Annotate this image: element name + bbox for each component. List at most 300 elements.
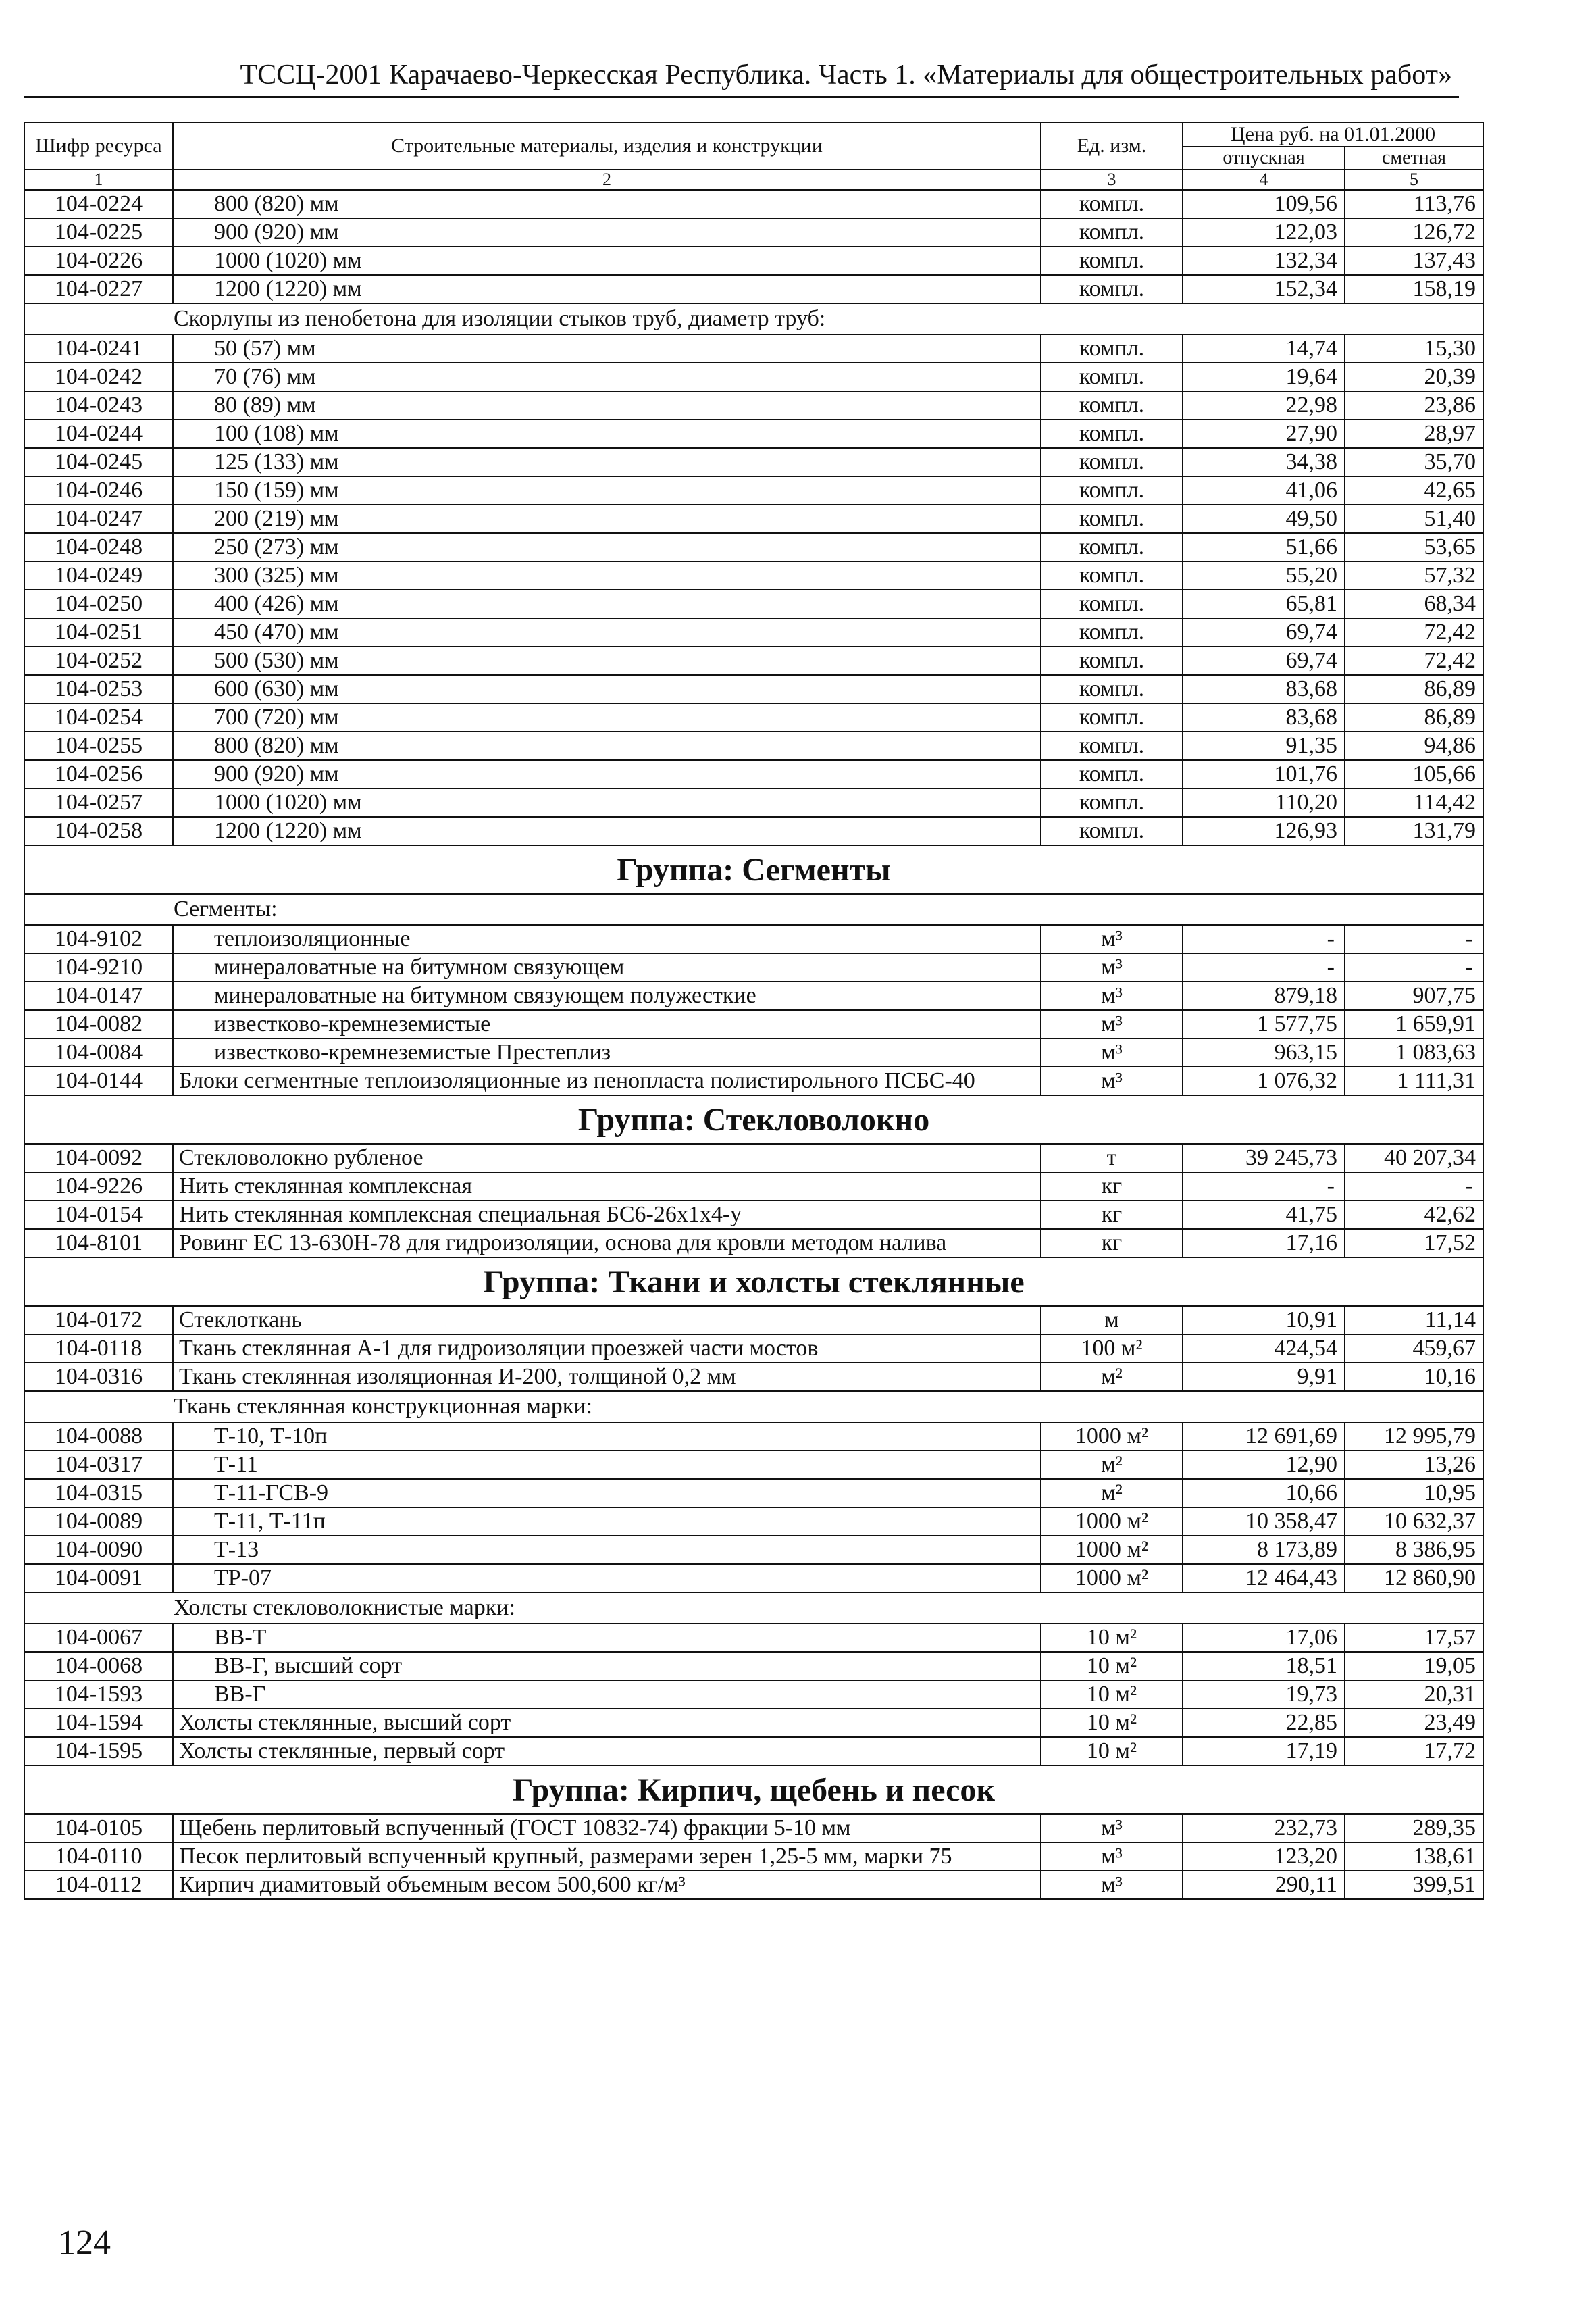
column-number: 5 xyxy=(1345,170,1483,190)
material-name: 800 (820) мм xyxy=(173,732,1041,760)
unit-cell: м xyxy=(1041,1306,1183,1334)
release-price: 12 464,43 xyxy=(1183,1564,1345,1592)
release-price: 19,64 xyxy=(1183,363,1345,391)
material-name: 300 (325) мм xyxy=(173,561,1041,590)
section-subtitle: Сегменты: xyxy=(24,894,1483,925)
estimate-price: 17,72 xyxy=(1345,1737,1483,1765)
material-name: Кирпич диамитовый объемным весом 500,600 кг/м³ xyxy=(173,1871,1041,1899)
material-name: 500 (530) мм xyxy=(173,647,1041,675)
unit-cell: компл. xyxy=(1041,190,1183,218)
estimate-price: 10 632,37 xyxy=(1345,1507,1483,1536)
table-row xyxy=(24,247,1483,275)
unit-cell: м³ xyxy=(1041,1038,1183,1067)
material-name: 100 (108) мм xyxy=(173,420,1041,448)
material-name: минераловатные на битумном связующем xyxy=(173,953,1041,982)
table-row xyxy=(24,1451,1483,1479)
release-price: 424,54 xyxy=(1183,1334,1345,1363)
resource-code: 104-0088 xyxy=(24,1422,173,1451)
estimate-price: 113,76 xyxy=(1345,190,1483,218)
table-row xyxy=(24,1842,1483,1871)
table-row xyxy=(24,533,1483,561)
unit-cell: компл. xyxy=(1041,703,1183,732)
estimate-price: 72,42 xyxy=(1345,618,1483,647)
resource-code: 104-0242 xyxy=(24,363,173,391)
release-price: 109,56 xyxy=(1183,190,1345,218)
release-price: 41,06 xyxy=(1183,476,1345,505)
release-price: 1 076,32 xyxy=(1183,1067,1345,1095)
table-row xyxy=(24,190,1483,218)
resource-code: 104-1593 xyxy=(24,1680,173,1709)
resource-code: 104-0251 xyxy=(24,618,173,647)
unit-cell: 1000 м² xyxy=(1041,1422,1183,1451)
estimate-price: 72,42 xyxy=(1345,647,1483,675)
resource-code: 104-0091 xyxy=(24,1564,173,1592)
material-name: Стеклоткань xyxy=(173,1306,1041,1334)
unit-cell: м³ xyxy=(1041,982,1183,1010)
release-price: 10,66 xyxy=(1183,1479,1345,1507)
release-price: 290,11 xyxy=(1183,1871,1345,1899)
material-name: Нить стеклянная комплексная специальная БС6-26х1х4-у xyxy=(173,1201,1041,1229)
group-title: Группа: Ткани и холсты стеклянные xyxy=(24,1257,1483,1306)
release-price: 27,90 xyxy=(1183,420,1345,448)
resource-code: 104-0144 xyxy=(24,1067,173,1095)
release-price: 22,98 xyxy=(1183,391,1345,420)
material-name: Песок перлитовый вспученный крупный, размерами зерен 1,25-5 мм, марки 75 xyxy=(173,1842,1041,1871)
estimate-price: 13,26 xyxy=(1345,1451,1483,1479)
resource-code: 104-0315 xyxy=(24,1479,173,1507)
header-estimate: сметная xyxy=(1345,147,1483,170)
table-row xyxy=(24,420,1483,448)
material-name: 200 (219) мм xyxy=(173,505,1041,533)
release-price: 55,20 xyxy=(1183,561,1345,590)
table-row xyxy=(24,1624,1483,1652)
header-price: Цена руб. на 01.01.2000 xyxy=(1183,122,1483,147)
estimate-price: 1 659,91 xyxy=(1345,1010,1483,1038)
table-row xyxy=(24,1067,1483,1095)
material-name: Ткань стеклянная А-1 для гидроизоляции проезжей части мостов xyxy=(173,1334,1041,1363)
unit-cell: компл. xyxy=(1041,420,1183,448)
section-subtitle: Ткань стеклянная конструкционная марки: xyxy=(24,1391,1483,1422)
table-row xyxy=(24,1507,1483,1536)
resource-code: 104-0252 xyxy=(24,647,173,675)
estimate-price: 20,39 xyxy=(1345,363,1483,391)
group-title: Группа: Сегменты xyxy=(24,845,1483,894)
material-name: Т-10, Т-10п xyxy=(173,1422,1041,1451)
unit-cell: компл. xyxy=(1041,247,1183,275)
unit-cell: компл. xyxy=(1041,732,1183,760)
resource-code: 104-0089 xyxy=(24,1507,173,1536)
estimate-price: 10,16 xyxy=(1345,1363,1483,1391)
estimate-price: 12 860,90 xyxy=(1345,1564,1483,1592)
table-row xyxy=(24,448,1483,476)
resource-code: 104-0244 xyxy=(24,420,173,448)
unit-cell: кг xyxy=(1041,1201,1183,1229)
header-rule xyxy=(24,96,1459,98)
table-row xyxy=(24,275,1483,303)
estimate-price: 289,35 xyxy=(1345,1814,1483,1842)
material-name: ВВ-Т xyxy=(173,1624,1041,1652)
table-row xyxy=(24,1422,1483,1451)
unit-cell: кг xyxy=(1041,1229,1183,1257)
unit-cell: м³ xyxy=(1041,1871,1183,1899)
group-row xyxy=(24,1095,1483,1144)
table-body xyxy=(24,190,1483,1899)
resource-code: 104-0110 xyxy=(24,1842,173,1871)
resource-code: 104-0084 xyxy=(24,1038,173,1067)
subtitle-row xyxy=(24,303,1483,334)
unit-cell: 10 м² xyxy=(1041,1624,1183,1652)
resource-code: 104-0225 xyxy=(24,218,173,247)
unit-cell: 1000 м² xyxy=(1041,1507,1183,1536)
table-row xyxy=(24,1201,1483,1229)
material-name: 400 (426) мм xyxy=(173,590,1041,618)
column-number: 1 xyxy=(24,170,173,190)
resource-code: 104-0227 xyxy=(24,275,173,303)
resource-code: 104-0224 xyxy=(24,190,173,218)
estimate-price: 158,19 xyxy=(1345,275,1483,303)
unit-cell: 1000 м² xyxy=(1041,1536,1183,1564)
unit-cell: м³ xyxy=(1041,925,1183,953)
resource-code: 104-0112 xyxy=(24,1871,173,1899)
table-row xyxy=(24,1038,1483,1067)
release-price: 122,03 xyxy=(1183,218,1345,247)
material-name: ТР-07 xyxy=(173,1564,1041,1592)
unit-cell: компл. xyxy=(1041,760,1183,788)
release-price: - xyxy=(1183,925,1345,953)
resource-code: 104-0258 xyxy=(24,817,173,845)
unit-cell: м³ xyxy=(1041,953,1183,982)
release-price: 8 173,89 xyxy=(1183,1536,1345,1564)
release-price: 9,91 xyxy=(1183,1363,1345,1391)
estimate-price: 8 386,95 xyxy=(1345,1536,1483,1564)
resource-code: 104-0147 xyxy=(24,982,173,1010)
estimate-price: 126,72 xyxy=(1345,218,1483,247)
material-name: 70 (76) мм xyxy=(173,363,1041,391)
material-name: 1200 (1220) мм xyxy=(173,275,1041,303)
table-row xyxy=(24,647,1483,675)
unit-cell: компл. xyxy=(1041,817,1183,845)
table-row xyxy=(24,218,1483,247)
material-name: Стекловолокно рубленое xyxy=(173,1144,1041,1172)
material-name: Т-11 xyxy=(173,1451,1041,1479)
unit-cell: м² xyxy=(1041,1363,1183,1391)
group-title: Группа: Стекловолокно xyxy=(24,1095,1483,1144)
estimate-price: 23,86 xyxy=(1345,391,1483,420)
estimate-price: 1 083,63 xyxy=(1345,1038,1483,1067)
unit-cell: 10 м² xyxy=(1041,1680,1183,1709)
release-price: 51,66 xyxy=(1183,533,1345,561)
resource-code: 104-0253 xyxy=(24,675,173,703)
release-price: 152,34 xyxy=(1183,275,1345,303)
group-row xyxy=(24,1765,1483,1814)
release-price: 963,15 xyxy=(1183,1038,1345,1067)
table-row xyxy=(24,925,1483,953)
estimate-price: 907,75 xyxy=(1345,982,1483,1010)
unit-cell: компл. xyxy=(1041,363,1183,391)
resource-code: 104-0154 xyxy=(24,1201,173,1229)
resource-code: 104-9226 xyxy=(24,1172,173,1201)
material-name: 150 (159) мм xyxy=(173,476,1041,505)
release-price: 69,74 xyxy=(1183,647,1345,675)
estimate-price: 459,67 xyxy=(1345,1334,1483,1363)
unit-cell: компл. xyxy=(1041,448,1183,476)
resource-code: 104-0226 xyxy=(24,247,173,275)
material-name: 50 (57) мм xyxy=(173,334,1041,363)
release-price: 14,74 xyxy=(1183,334,1345,363)
release-price: 12 691,69 xyxy=(1183,1422,1345,1451)
release-price: 123,20 xyxy=(1183,1842,1345,1871)
table-row xyxy=(24,1737,1483,1765)
unit-cell: 10 м² xyxy=(1041,1709,1183,1737)
group-row xyxy=(24,845,1483,894)
table-row xyxy=(24,1709,1483,1737)
price-table xyxy=(24,122,1484,1900)
resource-code: 104-0316 xyxy=(24,1363,173,1391)
resource-code: 104-0249 xyxy=(24,561,173,590)
unit-cell: м³ xyxy=(1041,1814,1183,1842)
material-name: 1200 (1220) мм xyxy=(173,817,1041,845)
table-row xyxy=(24,363,1483,391)
estimate-price: 131,79 xyxy=(1345,817,1483,845)
table-row xyxy=(24,1814,1483,1842)
material-name: Ткань стеклянная изоляционная И-200, толщиной 0,2 мм xyxy=(173,1363,1041,1391)
material-name: Ровинг ЕС 13-630Н-78 для гидроизоляции, основа для кровли методом налива xyxy=(173,1229,1041,1257)
release-price: - xyxy=(1183,953,1345,982)
estimate-price: 17,57 xyxy=(1345,1624,1483,1652)
estimate-price: 399,51 xyxy=(1345,1871,1483,1899)
release-price: 69,74 xyxy=(1183,618,1345,647)
table-row xyxy=(24,618,1483,647)
material-name: известково-кремнеземистые xyxy=(173,1010,1041,1038)
release-price: 19,73 xyxy=(1183,1680,1345,1709)
estimate-price: 28,97 xyxy=(1345,420,1483,448)
header-unit: Ед. изм. xyxy=(1041,122,1183,170)
column-number: 3 xyxy=(1041,170,1183,190)
table-row xyxy=(24,1680,1483,1709)
table-row xyxy=(24,1172,1483,1201)
estimate-price: - xyxy=(1345,953,1483,982)
unit-cell: компл. xyxy=(1041,675,1183,703)
estimate-price: 19,05 xyxy=(1345,1652,1483,1680)
table-row xyxy=(24,788,1483,817)
estimate-price: 86,89 xyxy=(1345,703,1483,732)
resource-code: 104-0256 xyxy=(24,760,173,788)
material-name: минераловатные на битумном связующем полужесткие xyxy=(173,982,1041,1010)
release-price: 10,91 xyxy=(1183,1306,1345,1334)
resource-code: 104-0068 xyxy=(24,1652,173,1680)
unit-cell: компл. xyxy=(1041,391,1183,420)
material-name: 600 (630) мм xyxy=(173,675,1041,703)
resource-code: 104-0172 xyxy=(24,1306,173,1334)
table-row xyxy=(24,391,1483,420)
release-price: 1 577,75 xyxy=(1183,1010,1345,1038)
material-name: ВВ-Г xyxy=(173,1680,1041,1709)
resource-code: 104-0247 xyxy=(24,505,173,533)
material-name: известково-кремнеземистые Престеплиз xyxy=(173,1038,1041,1067)
estimate-price: 114,42 xyxy=(1345,788,1483,817)
resource-code: 104-0254 xyxy=(24,703,173,732)
table-row xyxy=(24,1144,1483,1172)
material-name: 125 (133) мм xyxy=(173,448,1041,476)
column-number: 4 xyxy=(1183,170,1345,190)
resource-code: 104-0105 xyxy=(24,1814,173,1842)
material-name: Блоки сегментные теплоизоляционные из пенопласта полистирольного ПСБС-40 xyxy=(173,1067,1041,1095)
material-name: Т-13 xyxy=(173,1536,1041,1564)
estimate-price: 20,31 xyxy=(1345,1680,1483,1709)
estimate-price: 42,62 xyxy=(1345,1201,1483,1229)
unit-cell: компл. xyxy=(1041,218,1183,247)
resource-code: 104-1595 xyxy=(24,1737,173,1765)
release-price: 65,81 xyxy=(1183,590,1345,618)
unit-cell: м³ xyxy=(1041,1010,1183,1038)
material-name: Нить стеклянная комплексная xyxy=(173,1172,1041,1201)
estimate-price: - xyxy=(1345,925,1483,953)
unit-cell: м³ xyxy=(1041,1067,1183,1095)
table-row xyxy=(24,732,1483,760)
group-title: Группа: Кирпич, щебень и песок xyxy=(24,1765,1483,1814)
table-row xyxy=(24,561,1483,590)
resource-code: 104-0317 xyxy=(24,1451,173,1479)
table-row xyxy=(24,953,1483,982)
table-row xyxy=(24,505,1483,533)
unit-cell: 1000 м² xyxy=(1041,1564,1183,1592)
unit-cell: м² xyxy=(1041,1479,1183,1507)
page-header: ТССЦ-2001 Карачаево-Черкесская Республика. Часть 1. «Материалы для общестроительных работ» xyxy=(240,59,1452,91)
unit-cell: т xyxy=(1041,1144,1183,1172)
resource-code: 104-0250 xyxy=(24,590,173,618)
release-price: 132,34 xyxy=(1183,247,1345,275)
table-row xyxy=(24,1479,1483,1507)
group-row xyxy=(24,1257,1483,1306)
estimate-price: 94,86 xyxy=(1345,732,1483,760)
resource-code: 104-0245 xyxy=(24,448,173,476)
resource-code: 104-0082 xyxy=(24,1010,173,1038)
unit-cell: компл. xyxy=(1041,561,1183,590)
subtitle-row xyxy=(24,1391,1483,1422)
table-row xyxy=(24,1564,1483,1592)
release-price: 83,68 xyxy=(1183,675,1345,703)
estimate-price: 51,40 xyxy=(1345,505,1483,533)
header-name: Строительные материалы, изделия и конструкции xyxy=(173,122,1041,170)
table-row xyxy=(24,817,1483,845)
page-number: 124 xyxy=(58,2223,111,2262)
material-name: ВВ-Г, высший сорт xyxy=(173,1652,1041,1680)
estimate-price: 53,65 xyxy=(1345,533,1483,561)
estimate-price: 1 111,31 xyxy=(1345,1067,1483,1095)
resource-code: 104-0241 xyxy=(24,334,173,363)
unit-cell: компл. xyxy=(1041,505,1183,533)
estimate-price: 15,30 xyxy=(1345,334,1483,363)
release-price: 232,73 xyxy=(1183,1814,1345,1842)
material-name: Холсты стеклянные, высший сорт xyxy=(173,1709,1041,1737)
estimate-price: 12 995,79 xyxy=(1345,1422,1483,1451)
material-name: 900 (920) мм xyxy=(173,760,1041,788)
estimate-price: 40 207,34 xyxy=(1345,1144,1483,1172)
unit-cell: компл. xyxy=(1041,476,1183,505)
resource-code: 104-0092 xyxy=(24,1144,173,1172)
estimate-price: 105,66 xyxy=(1345,760,1483,788)
release-price: 101,76 xyxy=(1183,760,1345,788)
table-row xyxy=(24,1536,1483,1564)
release-price: - xyxy=(1183,1172,1345,1201)
unit-cell: м² xyxy=(1041,1451,1183,1479)
material-name: теплоизоляционные xyxy=(173,925,1041,953)
estimate-price: 57,32 xyxy=(1345,561,1483,590)
release-price: 110,20 xyxy=(1183,788,1345,817)
column-number: 2 xyxy=(173,170,1041,190)
resource-code: 104-0243 xyxy=(24,391,173,420)
release-price: 91,35 xyxy=(1183,732,1345,760)
resource-code: 104-0255 xyxy=(24,732,173,760)
section-subtitle: Скорлупы из пенобетона для изоляции стыков труб, диаметр труб: xyxy=(24,303,1483,334)
resource-code: 104-0248 xyxy=(24,533,173,561)
release-price: 39 245,73 xyxy=(1183,1144,1345,1172)
estimate-price: 23,49 xyxy=(1345,1709,1483,1737)
estimate-price: 138,61 xyxy=(1345,1842,1483,1871)
section-subtitle: Холсты стекловолокнистые марки: xyxy=(24,1592,1483,1624)
resource-code: 104-0067 xyxy=(24,1624,173,1652)
table-row xyxy=(24,1306,1483,1334)
release-price: 17,16 xyxy=(1183,1229,1345,1257)
table-row xyxy=(24,476,1483,505)
release-price: 17,19 xyxy=(1183,1737,1345,1765)
unit-cell: кг xyxy=(1041,1172,1183,1201)
release-price: 49,50 xyxy=(1183,505,1345,533)
material-name: 450 (470) мм xyxy=(173,618,1041,647)
estimate-price: - xyxy=(1345,1172,1483,1201)
table-row xyxy=(24,1229,1483,1257)
unit-cell: компл. xyxy=(1041,647,1183,675)
unit-cell: компл. xyxy=(1041,275,1183,303)
table-row xyxy=(24,1871,1483,1899)
unit-cell: компл. xyxy=(1041,334,1183,363)
unit-cell: компл. xyxy=(1041,618,1183,647)
estimate-price: 17,52 xyxy=(1345,1229,1483,1257)
header-code: Шифр ресурса xyxy=(24,122,173,170)
table-row xyxy=(24,1363,1483,1391)
resource-code: 104-0090 xyxy=(24,1536,173,1564)
estimate-price: 86,89 xyxy=(1345,675,1483,703)
estimate-price: 11,14 xyxy=(1345,1306,1483,1334)
release-price: 18,51 xyxy=(1183,1652,1345,1680)
table-row xyxy=(24,1334,1483,1363)
table-row xyxy=(24,982,1483,1010)
unit-cell: м³ xyxy=(1041,1842,1183,1871)
estimate-price: 35,70 xyxy=(1345,448,1483,476)
table-row xyxy=(24,1010,1483,1038)
material-name: Щебень перлитовый вспученный (ГОСТ 10832-74) фракции 5-10 мм xyxy=(173,1814,1041,1842)
material-name: 1000 (1020) мм xyxy=(173,788,1041,817)
release-price: 41,75 xyxy=(1183,1201,1345,1229)
subtitle-row xyxy=(24,894,1483,925)
table-row xyxy=(24,703,1483,732)
table-row xyxy=(24,675,1483,703)
estimate-price: 10,95 xyxy=(1345,1479,1483,1507)
material-name: 1000 (1020) мм xyxy=(173,247,1041,275)
table-row xyxy=(24,1652,1483,1680)
resource-code: 104-8101 xyxy=(24,1229,173,1257)
resource-code: 104-0118 xyxy=(24,1334,173,1363)
release-price: 17,06 xyxy=(1183,1624,1345,1652)
unit-cell: компл. xyxy=(1041,590,1183,618)
release-price: 126,93 xyxy=(1183,817,1345,845)
estimate-price: 68,34 xyxy=(1345,590,1483,618)
release-price: 34,38 xyxy=(1183,448,1345,476)
unit-cell: 100 м² xyxy=(1041,1334,1183,1363)
resource-code: 104-9210 xyxy=(24,953,173,982)
resource-code: 104-0257 xyxy=(24,788,173,817)
release-price: 22,85 xyxy=(1183,1709,1345,1737)
